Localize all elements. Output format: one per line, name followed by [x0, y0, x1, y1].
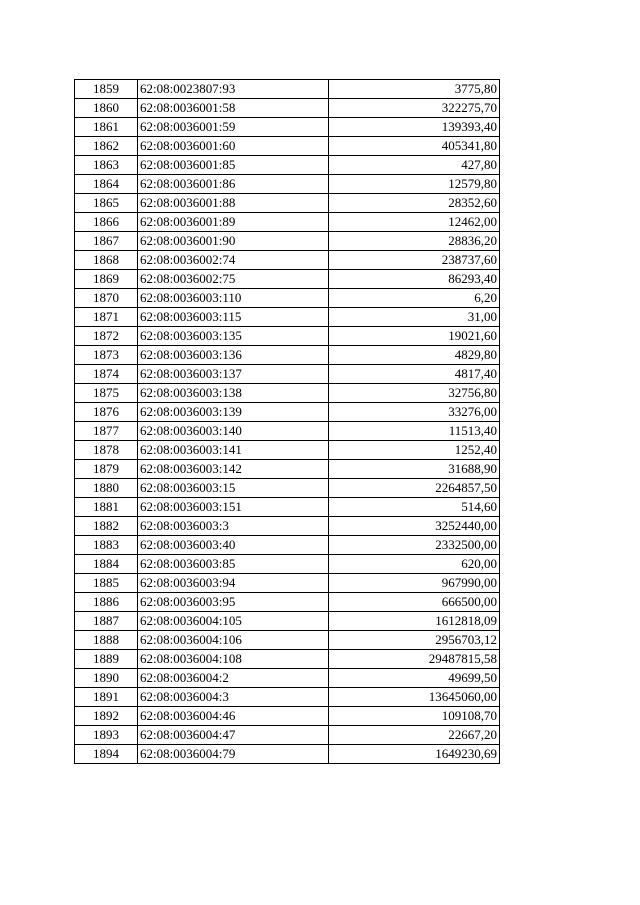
cadastral-number-cell: 62:08:0036003:151 [138, 498, 329, 517]
cadastral-number-cell: 62:08:0036004:108 [138, 650, 329, 669]
row-number-cell: 1891 [75, 688, 138, 707]
row-number-cell: 1879 [75, 460, 138, 479]
cadastral-number-cell: 62:08:0036003:137 [138, 365, 329, 384]
row-number-cell: 1877 [75, 422, 138, 441]
table-row [75, 403, 500, 422]
row-number-cell: 1861 [75, 118, 138, 137]
table-row [75, 707, 500, 726]
cadastral-number-cell: 62:08:0036003:115 [138, 308, 329, 327]
table-row [75, 460, 500, 479]
value-cell: 2956703,12 [329, 631, 500, 650]
table-row [75, 650, 500, 669]
cadastral-number-cell: 62:08:0036002:75 [138, 270, 329, 289]
cadastral-number-cell: 62:08:0036004:106 [138, 631, 329, 650]
table-row [75, 156, 500, 175]
cadastral-number-cell: 62:08:0036003:135 [138, 327, 329, 346]
cadastral-number-cell: 62:08:0036004:79 [138, 745, 329, 764]
table-row [75, 726, 500, 745]
value-cell: 32756,80 [329, 384, 500, 403]
value-cell: 967990,00 [329, 574, 500, 593]
row-number-cell: 1880 [75, 479, 138, 498]
cadastral-number-cell: 62:08:0036004:105 [138, 612, 329, 631]
row-number-cell: 1876 [75, 403, 138, 422]
row-number-cell: 1866 [75, 213, 138, 232]
value-cell: 1612818,09 [329, 612, 500, 631]
cadastral-number-cell: 62:08:0036003:136 [138, 346, 329, 365]
cadastral-number-cell: 62:08:0036001:89 [138, 213, 329, 232]
value-cell: 31688,90 [329, 460, 500, 479]
value-cell: 3775,80 [329, 80, 500, 99]
row-number-cell: 1867 [75, 232, 138, 251]
cadastral-number-cell: 62:08:0036001:60 [138, 137, 329, 156]
value-cell: 4817,40 [329, 365, 500, 384]
table-row [75, 346, 500, 365]
table-row [75, 593, 500, 612]
cadastral-number-cell: 62:08:0036003:94 [138, 574, 329, 593]
table-row [75, 498, 500, 517]
row-number-cell: 1885 [75, 574, 138, 593]
row-number-cell: 1862 [75, 137, 138, 156]
value-cell: 109108,70 [329, 707, 500, 726]
table-row [75, 308, 500, 327]
value-cell: 13645060,00 [329, 688, 500, 707]
table-body [75, 80, 500, 764]
table-row [75, 384, 500, 403]
table-row [75, 213, 500, 232]
value-cell: 19021,60 [329, 327, 500, 346]
row-number-cell: 1859 [75, 80, 138, 99]
table-row [75, 517, 500, 536]
cadastral-number-cell: 62:08:0036003:15 [138, 479, 329, 498]
value-cell: 2332500,00 [329, 536, 500, 555]
table-row [75, 270, 500, 289]
row-number-cell: 1889 [75, 650, 138, 669]
cadastral-number-cell: 62:08:0036003:140 [138, 422, 329, 441]
row-number-cell: 1873 [75, 346, 138, 365]
table-row [75, 574, 500, 593]
value-cell: 1649230,69 [329, 745, 500, 764]
cadastral-number-cell: 62:08:0036003:141 [138, 441, 329, 460]
row-number-cell: 1888 [75, 631, 138, 650]
cadastral-number-cell: 62:08:0036001:58 [138, 99, 329, 118]
row-number-cell: 1894 [75, 745, 138, 764]
value-cell: 322275,70 [329, 99, 500, 118]
row-number-cell: 1875 [75, 384, 138, 403]
table-row [75, 232, 500, 251]
value-cell: 33276,00 [329, 403, 500, 422]
value-cell: 6,20 [329, 289, 500, 308]
cadastral-number-cell: 62:08:0036003:110 [138, 289, 329, 308]
row-number-cell: 1860 [75, 99, 138, 118]
row-number-cell: 1871 [75, 308, 138, 327]
value-cell: 11513,40 [329, 422, 500, 441]
cadastral-number-cell: 62:08:0023807:93 [138, 80, 329, 99]
table-row [75, 555, 500, 574]
value-cell: 22667,20 [329, 726, 500, 745]
value-cell: 4829,80 [329, 346, 500, 365]
cadastral-number-cell: 62:08:0036003:138 [138, 384, 329, 403]
cadastral-number-cell: 62:08:0036003:95 [138, 593, 329, 612]
row-number-cell: 1874 [75, 365, 138, 384]
row-number-cell: 1893 [75, 726, 138, 745]
cadastral-number-cell: 62:08:0036003:139 [138, 403, 329, 422]
table-row [75, 194, 500, 213]
value-cell: 405341,80 [329, 137, 500, 156]
row-number-cell: 1884 [75, 555, 138, 574]
cadastral-number-cell: 62:08:0036004:46 [138, 707, 329, 726]
cadastral-number-cell: 62:08:0036004:3 [138, 688, 329, 707]
table-row [75, 536, 500, 555]
table-row [75, 612, 500, 631]
value-cell: 3252440,00 [329, 517, 500, 536]
table-row [75, 688, 500, 707]
row-number-cell: 1865 [75, 194, 138, 213]
cadastral-number-cell: 62:08:0036001:59 [138, 118, 329, 137]
cadastral-number-cell: 62:08:0036004:2 [138, 669, 329, 688]
table-row [75, 631, 500, 650]
value-cell: 620,00 [329, 555, 500, 574]
row-number-cell: 1890 [75, 669, 138, 688]
value-cell: 31,00 [329, 308, 500, 327]
value-cell: 12462,00 [329, 213, 500, 232]
table-row [75, 251, 500, 270]
row-number-cell: 1864 [75, 175, 138, 194]
table-row [75, 745, 500, 764]
cadastral-number-cell: 62:08:0036003:85 [138, 555, 329, 574]
row-number-cell: 1883 [75, 536, 138, 555]
cadastral-number-cell: 62:08:0036001:86 [138, 175, 329, 194]
cadastral-value-table [74, 79, 500, 764]
table-row [75, 327, 500, 346]
value-cell: 139393,40 [329, 118, 500, 137]
row-number-cell: 1872 [75, 327, 138, 346]
table-row [75, 422, 500, 441]
row-number-cell: 1868 [75, 251, 138, 270]
value-cell: 29487815,58 [329, 650, 500, 669]
table-row [75, 289, 500, 308]
value-cell: 1252,40 [329, 441, 500, 460]
row-number-cell: 1887 [75, 612, 138, 631]
row-number-cell: 1869 [75, 270, 138, 289]
value-cell: 12579,80 [329, 175, 500, 194]
cadastral-number-cell: 62:08:0036002:74 [138, 251, 329, 270]
value-cell: 2264857,50 [329, 479, 500, 498]
cadastral-number-cell: 62:08:0036003:3 [138, 517, 329, 536]
table-row [75, 175, 500, 194]
table-row [75, 365, 500, 384]
cadastral-number-cell: 62:08:0036001:90 [138, 232, 329, 251]
cadastral-number-cell: 62:08:0036003:40 [138, 536, 329, 555]
value-cell: 49699,50 [329, 669, 500, 688]
cadastral-number-cell: 62:08:0036003:142 [138, 460, 329, 479]
table-row [75, 80, 500, 99]
value-cell: 28352,60 [329, 194, 500, 213]
cadastral-number-cell: 62:08:0036004:47 [138, 726, 329, 745]
row-number-cell: 1882 [75, 517, 138, 536]
table-row [75, 479, 500, 498]
row-number-cell: 1881 [75, 498, 138, 517]
table-row [75, 669, 500, 688]
row-number-cell: 1870 [75, 289, 138, 308]
value-cell: 427,80 [329, 156, 500, 175]
row-number-cell: 1892 [75, 707, 138, 726]
value-cell: 28836,20 [329, 232, 500, 251]
row-number-cell: 1878 [75, 441, 138, 460]
value-cell: 514,60 [329, 498, 500, 517]
row-number-cell: 1886 [75, 593, 138, 612]
value-cell: 666500,00 [329, 593, 500, 612]
value-cell: 238737,60 [329, 251, 500, 270]
table-row [75, 137, 500, 156]
cadastral-number-cell: 62:08:0036001:88 [138, 194, 329, 213]
value-cell: 86293,40 [329, 270, 500, 289]
table-row [75, 118, 500, 137]
row-number-cell: 1863 [75, 156, 138, 175]
table-row [75, 99, 500, 118]
table-row [75, 441, 500, 460]
cadastral-number-cell: 62:08:0036001:85 [138, 156, 329, 175]
